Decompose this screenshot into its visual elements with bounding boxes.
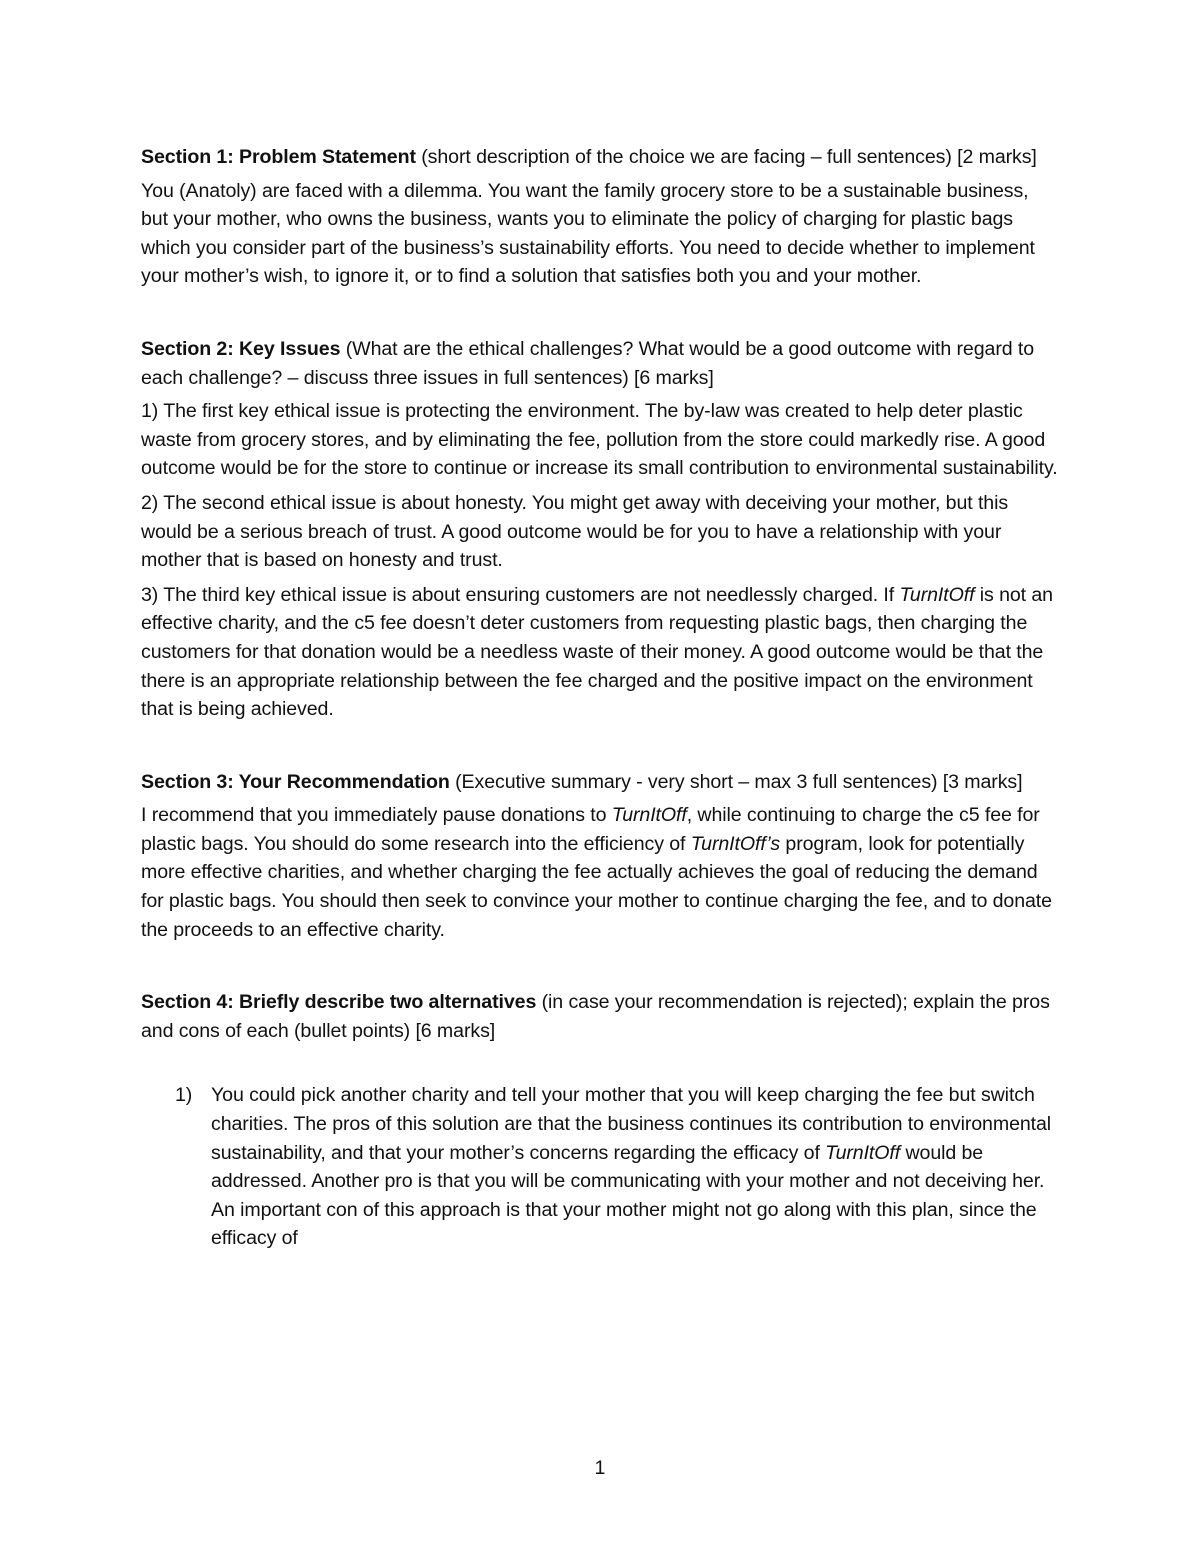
- section-alternatives: [141, 988, 1059, 1253]
- section-heading: [141, 143, 1059, 172]
- alternative-text-part: would be addressed. Another pro is that you will be communicating with your mother and not deceiving her. An important con of this approach is that your mother might not go along with this plan, since the efficacy of: [211, 1141, 1045, 1250]
- section-instructions: (in case your recommendation is rejected); explain the pros and cons of each (bullet points) [6 marks]: [141, 991, 1050, 1042]
- key-issue-1: 1) The first key ethical issue is protecting the environment. The by-law was created to help deter plastic waste from grocery stores, and by eliminating the fee, pollution from the store could markedly rise. A good outcome would be for the store to continue or increase its small contribution to environmental sustainability.: [141, 400, 1058, 480]
- list-number: 1): [175, 1084, 193, 1107]
- section-problem-statement: [141, 143, 1059, 291]
- alternative-1-text: [211, 1081, 1059, 1253]
- alternatives-list: [141, 1081, 1059, 1253]
- charity-name: TurnItOff: [611, 804, 687, 827]
- section-label: Section 3:: [141, 770, 234, 793]
- charity-name: TurnItOff: [899, 583, 975, 606]
- section-heading: [141, 335, 1059, 392]
- issue-text: 3) The third key ethical issue is about ensuring customers are not needlessly charged. If: [141, 583, 895, 606]
- section-instructions: (Executive summary - very short – max 3 full sentences) [3 marks]: [455, 770, 1023, 793]
- recommendation-text-part: , while continuing to charge the c5 fee for plastic bags. You should do some research into the efficiency of: [141, 804, 1040, 855]
- section-heading: [141, 768, 1059, 797]
- section-label: Section 2:: [141, 337, 234, 360]
- section-key-issues: [141, 335, 1059, 724]
- section-heading: [141, 988, 1059, 1045]
- problem-statement-text: You (Anatoly) are faced with a dilemma. You want the family grocery store to be a sustainable business, but your mother, who owns the business, wants you to eliminate the policy of charging for plastic bags which you consider part of the business’s sustainability efforts. You need to decide whether to implement your mother’s wish, to ignore it, or to find a solution that satisfies both you and your mother.: [141, 179, 1035, 288]
- charity-name: TurnItOff: [825, 1141, 901, 1164]
- section-recommendation: [141, 768, 1059, 945]
- recommendation-text: [141, 801, 1059, 944]
- recommendation-text-part: I recommend that you immediately pause donations to: [141, 804, 607, 827]
- page-number: 1: [594, 1457, 606, 1479]
- section-label: Section 1:: [141, 146, 234, 168]
- section-title: Problem Statement: [239, 146, 416, 168]
- recommendation-text-part: program, look for potentially more effective charities, and whether charging the fee actually achieves the goal of reducing the demand for plastic bags. You should then seek to convince your mother to continue charging the fee, and to donate the proceeds to an effective charity.: [141, 832, 1052, 941]
- section-instructions: (short description of the choice we are facing – full sentences) [2 marks]: [421, 146, 1037, 168]
- issue-text: is not an effective charity, and the c5 fee doesn’t deter customers from requesting plastic bags, then charging the customers for that donation would be a needless waste of their money. A good outcome would be that the there is an appropriate relationship between the fee charged and the positive impact on the environment that is being achieved.: [141, 583, 1053, 721]
- key-issue-2: 2) The second ethical issue is about honesty. You might get away with deceiving your mother, but this would be a serious breach of trust. A good outcome would be for you to have a relationship with your mother that is based on honesty and trust.: [141, 491, 1009, 572]
- document-body: [141, 143, 1059, 1297]
- section-title: Briefly describe two alternatives: [239, 991, 537, 1014]
- section-label: Section 4:: [141, 991, 234, 1014]
- alternative-text-part: You could pick another charity and tell your mother that you will keep charging the fee but switch charities. The pros of this solution are that the business continues its contribution to environmental sustainability, and that your mother’s concerns regarding the efficacy of: [211, 1084, 1052, 1164]
- section-title: Key Issues: [239, 337, 341, 360]
- section-title: Your Recommendation: [238, 770, 450, 793]
- charity-name: TurnItOff’s: [690, 832, 781, 855]
- key-issue-3: [141, 581, 1059, 724]
- section-instructions: (What are the ethical challenges? What would be a good outcome with regard to each challenge? – discuss three issues in full sentences) [6 marks]: [141, 337, 1035, 389]
- list-item: [141, 1081, 1059, 1253]
